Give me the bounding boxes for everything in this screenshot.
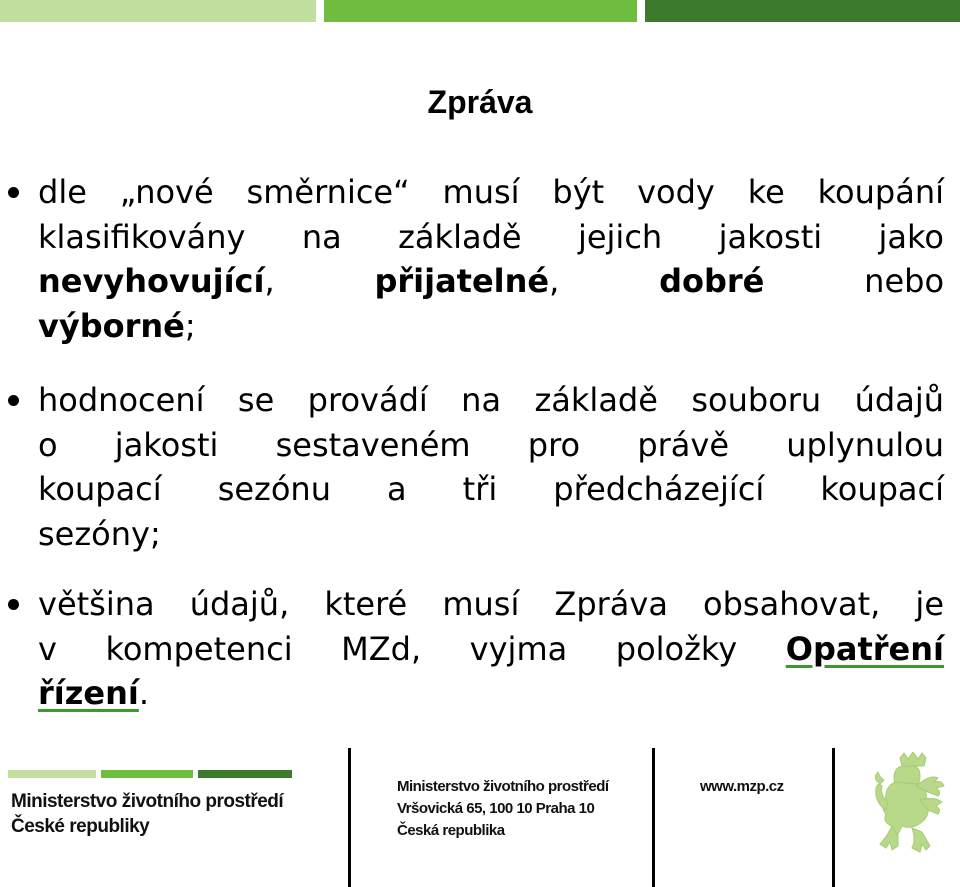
opatreni-link: Opatření [785, 629, 944, 668]
text-line: sezóny; [38, 514, 161, 553]
bullet-dot-icon [8, 395, 19, 406]
text-line: nevyhovující, přijatelné, dobré nebo [38, 262, 945, 300]
footer-color-bar-dark [198, 770, 292, 778]
footer-divider [832, 748, 835, 887]
rating-dobre: dobré [659, 262, 765, 300]
footer-divider [348, 748, 351, 887]
footer-divider [652, 748, 655, 887]
ministry-logo-text: Ministerstvo životního prostředí České republiky [11, 791, 284, 837]
rating-nevyhovujici: nevyhovující [38, 262, 265, 300]
website-link[interactable]: www.mzp.cz [700, 778, 784, 795]
rating-vyborne: výborné [38, 306, 185, 345]
rizeni-link: řízení [38, 674, 139, 712]
bullet-dot-icon [8, 187, 19, 198]
slide-title: Zpráva [427, 84, 533, 120]
text-line: většina údajů, které musí Zpráva obsahovat, je [38, 585, 944, 623]
bullet-item-1 [38, 170, 944, 348]
bullet-item-2 [38, 378, 944, 556]
text-line: řízení. [38, 674, 149, 712]
text-line: dle „nové směrnice“ musí být vody ke koupání [38, 173, 944, 211]
text-line: klasifikovány na základě jejich jakosti jako [38, 217, 944, 256]
text-line: koupací sezónu a tři předcházející koupací [38, 470, 944, 508]
czech-lion-emblem-icon [872, 752, 954, 856]
text-line: výborné; [38, 306, 196, 345]
top-color-bar-dark [645, 0, 960, 22]
ministry-address: Ministerstvo životního prostředí Vršovická 65, 100 10 Praha 10 Česká republika [397, 778, 609, 839]
bullet-dot-icon [8, 599, 19, 610]
footer-color-bar-mid [101, 770, 193, 778]
footer-color-bar-light [8, 770, 96, 778]
text-line: v kompetenci MZd, vyjma položky Opatření [38, 629, 944, 668]
bullet-item-3 [38, 582, 944, 716]
top-color-bar-mid [324, 0, 637, 22]
rating-prijatelne: přijatelné [374, 262, 550, 300]
top-color-bar-light [0, 0, 316, 22]
text-line: hodnocení se provádí na základě souboru údajů [38, 381, 944, 419]
text-line: o jakosti sestaveném pro právě uplynulou [38, 425, 944, 464]
